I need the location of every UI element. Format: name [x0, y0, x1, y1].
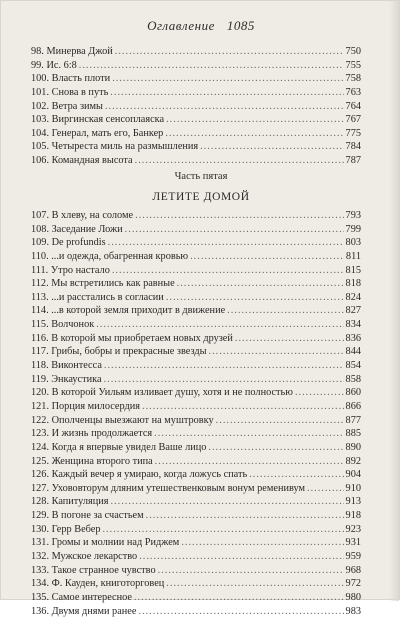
toc-leader-dots	[165, 127, 343, 141]
toc-leader-dots	[110, 495, 343, 509]
toc-entry-page: 877	[345, 414, 361, 426]
toc-entry-page: 787	[345, 155, 361, 167]
toc-entry	[31, 441, 361, 455]
toc-entry-title: 99. Ис. 6:8	[31, 59, 77, 71]
toc-entry	[31, 359, 361, 373]
toc-leader-dots	[112, 264, 344, 278]
toc-entry-title: 121. Порция милосердия	[31, 400, 140, 412]
toc-leader-dots	[104, 373, 344, 387]
toc-entry-title: 123. И жизнь продолжается	[31, 428, 153, 440]
toc-entry	[31, 154, 361, 168]
toc-entry	[31, 140, 361, 154]
toc-entry	[31, 400, 361, 414]
toc-entry-page: 844	[345, 346, 361, 358]
toc-entry	[31, 550, 361, 564]
toc-entry-title: 124. Когда я впервые увидел Ваше лицо	[31, 441, 207, 453]
toc-leader-dots	[110, 86, 343, 100]
toc-entry-title: 103. Виргинская сенсоплаяска	[31, 114, 165, 126]
toc-entry-title: 117. Грибы, бобры и прекрасные звезды	[31, 346, 207, 358]
toc-entry-title: 130. Герр Вебер	[31, 523, 101, 535]
toc-entry-page: 918	[345, 510, 361, 522]
toc-entry-title: 116. В которой мы приобретаем новых друзей	[31, 332, 233, 344]
toc-entry-page: 824	[345, 291, 361, 303]
toc-entry-title: 126. Каждый вечер я умираю, когда ложусь спать	[31, 469, 248, 481]
toc-entry-title: 113. ...и расстались в согласии	[31, 291, 164, 303]
toc-entry-title: 134. Ф. Кауден, книготорговец	[31, 578, 165, 590]
toc-entry-title: 125. Женщина второго типа	[31, 455, 153, 467]
toc-entry-title: 115. Волчонок	[31, 319, 95, 331]
toc-list-bottom	[31, 209, 361, 618]
toc-leader-dots	[154, 427, 343, 441]
toc-leader-dots	[125, 223, 344, 237]
toc-entry	[31, 414, 361, 428]
running-header	[1, 18, 400, 34]
toc-entry-title: 98. Минерва Джой	[31, 46, 113, 57]
header-title: Оглавление	[147, 18, 215, 33]
toc-entry-title: 133. Такое странное чувство	[31, 564, 156, 576]
toc-leader-dots	[166, 291, 344, 305]
toc-entry-page: 818	[345, 278, 361, 290]
toc-entry-title: 128. Капитуляция	[31, 496, 109, 508]
toc-leader-dots	[209, 345, 344, 359]
toc-entry-title: 131. Громы и молнии над Риджем	[31, 537, 180, 549]
toc-entry	[31, 209, 361, 223]
toc-entry	[31, 72, 361, 86]
toc-entry	[31, 345, 361, 359]
toc-entry-page: 910	[345, 482, 361, 494]
toc-entry-page: 799	[345, 223, 361, 235]
toc-entry-page: 980	[345, 591, 361, 603]
toc-entry	[31, 236, 361, 250]
toc-entry-title: 110. ...и одежда, обагренная кровью	[31, 250, 189, 262]
toc-entry	[31, 536, 361, 550]
toc-leader-dots	[112, 72, 343, 86]
part-title: ЛЕТИТЕ ДОМОЙ	[152, 191, 250, 203]
toc-entry-title: 107. В хлеву, на соломе	[31, 210, 134, 221]
toc-leader-dots	[138, 605, 343, 618]
toc-entry-title: 127. Ухововторум дляним утешественковым вонум ременивум	[31, 482, 305, 494]
toc-entry	[31, 455, 361, 469]
toc-leader-dots	[142, 400, 344, 414]
toc-entry-page: 793	[345, 210, 361, 221]
toc-leader-dots	[135, 154, 344, 168]
toc-entry	[31, 332, 361, 346]
toc-entry-page: 836	[345, 332, 361, 344]
toc-entry	[31, 127, 361, 141]
toc-entry	[31, 373, 361, 387]
toc-entry	[31, 386, 361, 400]
toc-entry-page: 854	[345, 360, 361, 372]
toc-entry-page: 968	[345, 564, 361, 576]
toc-entry-title: 105. Четыреста миль на размышления	[31, 141, 199, 153]
toc-entry-page: 764	[345, 100, 361, 112]
toc-entry-page: 803	[345, 237, 361, 249]
toc-leader-dots	[235, 332, 344, 346]
toc-entry	[31, 577, 361, 591]
toc-entry-title: 114. ...в которой земля приходит в движение	[31, 305, 226, 317]
toc-entry-page: 811	[345, 250, 361, 262]
toc-leader-dots	[96, 318, 343, 332]
toc-leader-dots	[227, 304, 343, 318]
toc-leader-dots	[134, 591, 344, 605]
page-edge-shadow	[389, 1, 399, 601]
toc-entry-page: 775	[345, 127, 361, 139]
toc-entry-title: 119. Энкаустика	[31, 373, 102, 385]
toc-entry-title: 108. Заседание Ложи	[31, 223, 123, 235]
toc-leader-dots	[307, 482, 344, 496]
toc-entry-title: 136. Двумя днями ранее	[31, 605, 137, 617]
toc-leader-dots	[208, 441, 343, 455]
toc-leader-dots	[166, 577, 343, 591]
toc-leader-dots	[135, 209, 343, 223]
toc-leader-dots	[166, 113, 343, 127]
toc-leader-dots	[177, 277, 344, 291]
toc-entry	[31, 223, 361, 237]
toc-leader-dots	[104, 359, 344, 373]
toc-leader-dots	[200, 140, 343, 154]
toc-entry-page: 885	[345, 428, 361, 440]
toc-entry	[31, 100, 361, 114]
toc-entry-title: 112. Мы встретились как равные	[31, 278, 175, 290]
toc-entry-page: 972	[345, 578, 361, 590]
toc-entry-page: 866	[345, 400, 361, 412]
toc-entry-page: 750	[345, 46, 361, 57]
toc-entry-title: 118. Виконтесса	[31, 360, 102, 372]
toc-entry-page: 784	[345, 141, 361, 153]
header-page-number: 1085	[226, 18, 255, 33]
toc-entry-page: 827	[345, 305, 361, 317]
toc-entry	[31, 59, 361, 73]
toc-entry	[31, 509, 361, 523]
toc-entry-title: 106. Командная высота	[31, 155, 133, 167]
toc-entry-page: 913	[345, 496, 361, 508]
toc-leader-dots	[158, 564, 344, 578]
toc-entry-page: 959	[345, 551, 361, 563]
toc-leader-dots	[295, 386, 344, 400]
toc-entry-title: 122. Ополченцы выезжают на муштровку	[31, 414, 214, 426]
toc-entry	[31, 113, 361, 127]
toc-entry	[31, 45, 361, 59]
toc-leader-dots	[102, 523, 343, 537]
toc-entry	[31, 564, 361, 578]
toc-entry-page: 892	[345, 455, 361, 467]
toc-entry	[31, 264, 361, 278]
toc-entry	[31, 86, 361, 100]
toc-entry-page: 763	[345, 86, 361, 98]
toc-entry-title: 101. Снова в путь	[31, 86, 109, 98]
toc-entry-page: 904	[345, 469, 361, 481]
part-label: Часть пятая	[174, 171, 228, 182]
toc-entry	[31, 427, 361, 441]
toc-entry-title: 104. Генерал, мать его, Банкер	[31, 127, 164, 139]
toc-leader-dots	[155, 455, 344, 469]
toc-entry	[31, 468, 361, 482]
toc-entry-title: 132. Мужское лекарство	[31, 551, 138, 563]
toc-leader-dots	[105, 100, 344, 114]
toc-entry-title: 100. Власть плоти	[31, 73, 111, 85]
toc-entry	[31, 482, 361, 496]
toc-leader-dots	[249, 468, 343, 482]
toc-entry	[31, 523, 361, 537]
toc-leader-dots	[216, 414, 344, 428]
toc-entry	[31, 291, 361, 305]
toc-entry	[31, 250, 361, 264]
toc-entry	[31, 495, 361, 509]
toc-leader-dots	[146, 509, 344, 523]
toc-list-top	[31, 45, 361, 168]
toc-entry-page: 755	[345, 59, 361, 71]
toc-entry	[31, 591, 361, 605]
toc-entry-page: 860	[345, 387, 361, 399]
toc-entry-page: 767	[345, 114, 361, 126]
toc-leader-dots	[79, 59, 344, 73]
toc-leader-dots	[115, 45, 344, 59]
toc-leader-dots	[139, 550, 343, 564]
toc-entry-page: 923	[345, 523, 361, 535]
toc-entry-title: 135. Самое интересное	[31, 591, 132, 603]
toc-leader-dots	[190, 250, 344, 264]
toc-entry-title: 102. Ветра зимы	[31, 100, 103, 112]
toc-entry-title: 120. В которой Уильям изливает душу, хотя и не полностью	[31, 387, 293, 399]
toc-entry-title: 111. Утро настало	[31, 264, 110, 276]
toc-entry-title: 129. В погоне за счастьем	[31, 510, 144, 522]
toc-entry	[31, 318, 361, 332]
toc-entry-title: 109. De profundis	[31, 237, 106, 249]
toc-entry-page: 931	[345, 537, 361, 549]
toc-leader-dots	[108, 236, 344, 250]
toc-entry-page: 815	[345, 264, 361, 276]
toc-entry-page: 890	[345, 441, 361, 453]
toc-entry	[31, 605, 361, 618]
toc-entry	[31, 304, 361, 318]
toc-leader-dots	[181, 536, 343, 550]
toc-entry-page: 983	[345, 605, 361, 617]
toc-entry	[31, 277, 361, 291]
toc-entry-page: 834	[345, 319, 361, 331]
toc-entry-page: 758	[345, 73, 361, 85]
toc-entry-page: 858	[345, 373, 361, 385]
